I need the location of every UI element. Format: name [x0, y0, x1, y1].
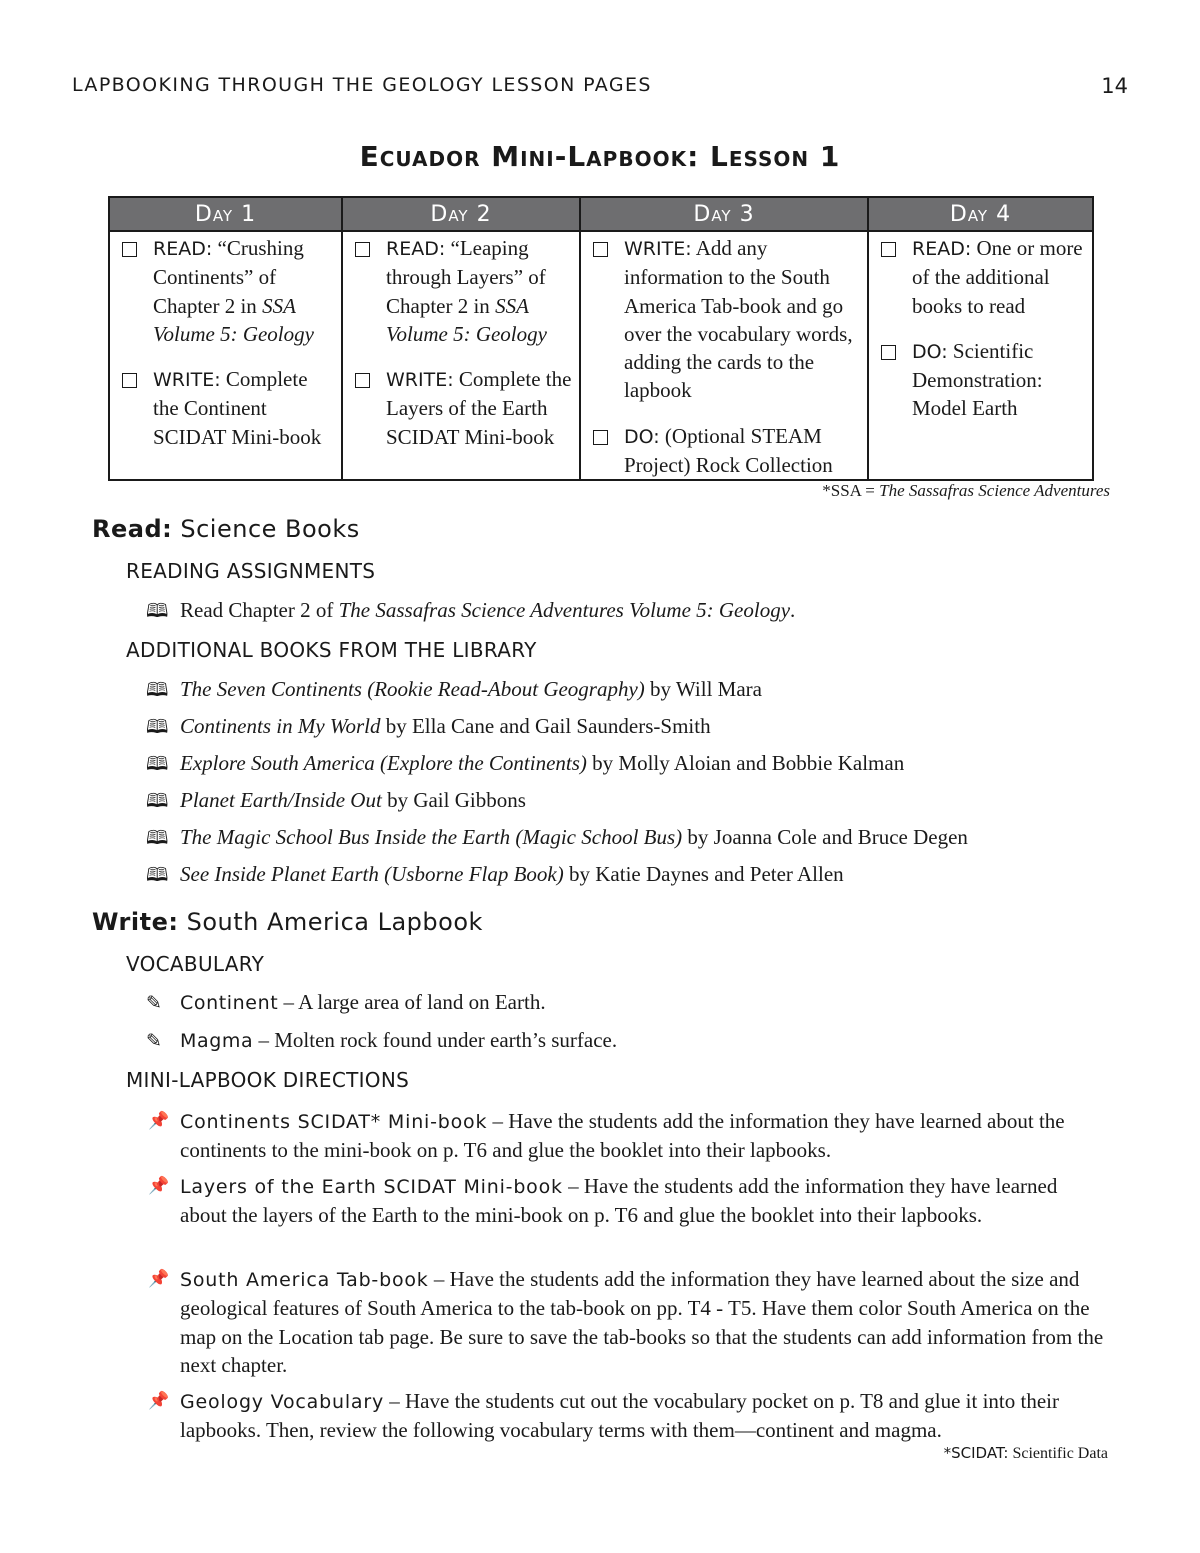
checkbox-icon[interactable]: [122, 373, 137, 388]
page-title: Ecuador Mini-Lapbook: Lesson 1: [359, 140, 841, 173]
task-item[interactable]: READ: “Crushing Continents” of Chapter 2 in SSA Volume 5: Geology: [118, 234, 337, 348]
page-number: 14: [1101, 74, 1128, 98]
book-icon: 🕮: [146, 864, 169, 886]
day-2-header: Day 2: [342, 197, 580, 231]
book-icon: 🕮: [146, 600, 169, 622]
pushpin-icon: 📌: [148, 1176, 170, 1196]
day-1-header: Day 1: [109, 197, 342, 231]
day-3-header: Day 3: [580, 197, 868, 231]
write-section-heading: Write: South America Lapbook: [92, 908, 483, 936]
vocab-item: ✎ Magma – Molten rock found under earth’s surface.: [146, 1028, 618, 1052]
pushpin-icon: 📌: [148, 1269, 170, 1289]
checkbox-icon[interactable]: [881, 242, 896, 257]
book-item: 🕮 Continents in My World by Ella Cane and Gail Saunders-Smith: [146, 713, 711, 745]
checkbox-icon[interactable]: [593, 242, 608, 257]
book-icon: 🕮: [146, 753, 169, 775]
mini-lapbook-directions-heading: MINI-LAPBOOK DIRECTIONS: [126, 1068, 410, 1092]
checkbox-icon[interactable]: [355, 373, 370, 388]
book-item: 🕮 Explore South America (Explore the Continents) by Molly Aloian and Bobbie Kalman: [146, 750, 904, 782]
checkbox-icon[interactable]: [122, 242, 137, 257]
direction-item: 📌 South America Tab-book – Have the students add the information they have learned about the size and geological features of South America to the tab-book on pp. T4 - T5. Have them color South America on the map on the Location tab page. Be sure to save the tab-books so that the students can add information from the next chapter.: [148, 1267, 1104, 1377]
day-3-cell: [580, 231, 868, 480]
pencil-icon: ✎: [146, 1030, 162, 1052]
pushpin-icon: 📌: [148, 1111, 170, 1131]
day-2-cell: [342, 231, 580, 480]
ssa-footnote: *SSA = The Sassafras Science Adventures: [822, 481, 1110, 500]
reading-assignment-item: 🕮 Read Chapter 2 of The Sassafras Science Adventures Volume 5: Geology.: [146, 597, 795, 629]
schedule-table: [108, 196, 1094, 481]
checkbox-icon[interactable]: [355, 242, 370, 257]
direction-item: 📌 Layers of the Earth SCIDAT Mini-book – Have the students add the information they have learned about the layers of the Earth to the mini-book on p. T6 and glue the booklet into their lapbooks.: [148, 1174, 1058, 1228]
checkbox-icon[interactable]: [881, 345, 896, 360]
task-item[interactable]: READ: “Leaping through Layers” of Chapter 2 in SSA Volume 5: Geology: [351, 234, 575, 348]
pushpin-icon: 📌: [148, 1391, 170, 1411]
reading-assignments-heading: READING ASSIGNMENTS: [126, 559, 376, 583]
scidat-footnote: *SCIDAT: Scientific Data: [943, 1444, 1108, 1462]
day-1-cell: [109, 231, 342, 480]
direction-item: 📌 Continents SCIDAT* Mini-book – Have the students add the information they have learned about the continents to the mini-book on p. T6 and glue the booklet into their lapbooks.: [148, 1109, 1065, 1163]
book-icon: 🕮: [146, 716, 169, 738]
running-header: LAPBOOKING THROUGH THE GEOLOGY LESSON PAGES: [72, 74, 652, 96]
book-icon: 🕮: [146, 827, 169, 849]
book-icon: 🕮: [146, 679, 169, 701]
checkbox-icon[interactable]: [593, 430, 608, 445]
task-item[interactable]: WRITE: Complete the Continent SCIDAT Mini-book: [118, 365, 337, 451]
task-item[interactable]: READ: One or more of the additional books to read: [877, 234, 1088, 320]
pencil-icon: ✎: [146, 992, 162, 1014]
task-item[interactable]: WRITE: Complete the Layers of the Earth SCIDAT Mini-book: [351, 365, 575, 451]
read-section-heading: Read: Science Books: [92, 515, 360, 543]
task-item[interactable]: DO: Scientific Demonstration: Model Earth: [877, 337, 1088, 423]
book-item: 🕮 The Seven Continents (Rookie Read-About Geography) by Will Mara: [146, 676, 762, 708]
book-icon: 🕮: [146, 790, 169, 812]
book-item: 🕮 See Inside Planet Earth (Usborne Flap Book) by Katie Daynes and Peter Allen: [146, 861, 844, 893]
task-item[interactable]: DO: (Optional STEAM Project) Rock Collection: [589, 422, 863, 480]
vocabulary-heading: VOCABULARY: [126, 952, 265, 976]
direction-item: 📌 Geology Vocabulary – Have the students cut out the vocabulary pocket on p. T8 and glue it into their lapbooks. Then, review the following vocabulary terms with them—continent and magma.: [148, 1389, 1059, 1443]
day-4-cell: [868, 231, 1093, 480]
day-4-header: Day 4: [868, 197, 1093, 231]
book-item: 🕮 Planet Earth/Inside Out by Gail Gibbons: [146, 787, 526, 819]
task-item[interactable]: WRITE: Add any information to the South America Tab-book and go over the vocabulary words, adding the cards to the lapbook: [589, 234, 863, 405]
library-books-heading: ADDITIONAL BOOKS FROM THE LIBRARY: [126, 638, 537, 662]
book-item: 🕮 The Magic School Bus Inside the Earth (Magic School Bus) by Joanna Cole and Bruce Degen: [146, 824, 968, 856]
vocab-item: ✎ Continent – A large area of land on Earth.: [146, 990, 546, 1014]
